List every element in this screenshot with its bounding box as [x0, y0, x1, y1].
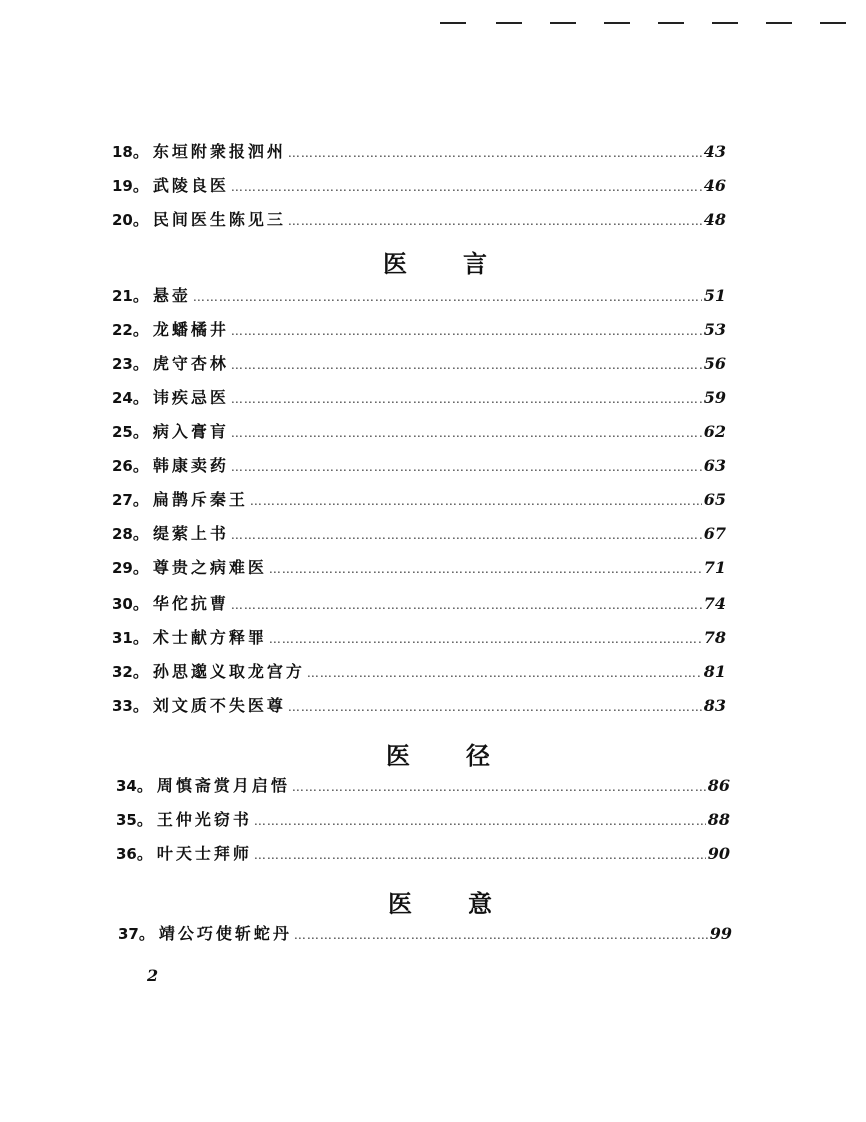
entry-title: 周慎斋赏月启悟 — [156, 776, 290, 795]
toc-entry-36: 36 。 叶天士拜师 ……………………………………………………………………………………………………………………………………………………………………………… 90 — [116, 842, 730, 866]
entry-page: 67 — [703, 524, 726, 543]
dot-leader — [307, 661, 702, 685]
entry-title: 刘文质不失医尊 — [152, 696, 286, 715]
dot-leader — [288, 209, 702, 233]
entry-title: 民间医生陈见三 — [152, 210, 286, 229]
entry-page: 81 — [703, 662, 726, 681]
entry-page: 43 — [703, 142, 726, 161]
toc-entry-22: 22 。 龙蟠橘井 ……………………………………………………………………………………………………………………………………………………………………………… 53 — [112, 318, 726, 342]
entry-number: 32 — [112, 663, 133, 681]
entry-page: 83 — [703, 696, 726, 715]
entry-page: 56 — [703, 354, 726, 373]
entry-page: 48 — [703, 210, 726, 229]
dot-leader — [231, 387, 702, 411]
entry-number: 26 — [112, 457, 133, 475]
entry-page: 86 — [707, 776, 730, 795]
entry-title: 孙思邈义取龙宫方 — [152, 662, 305, 681]
dot-leader — [292, 775, 706, 799]
toc-entry-33: 33 。 刘文质不失医尊 ……………………………………………………………………………………………………………………………………………………………………………… 83 — [112, 694, 726, 718]
toc-entry-37: 37 。 靖公巧使斩蛇丹 ……………………………………………………………………………………………………………………………………………………………………………… 99 — [118, 922, 732, 946]
entry-title: 病入膏肓 — [152, 422, 229, 441]
entry-number: 22 — [112, 321, 133, 339]
dot-leader — [231, 319, 702, 343]
entry-title: 叶天士拜师 — [156, 844, 252, 863]
dot-leader — [294, 923, 708, 947]
entry-page: 90 — [707, 844, 730, 863]
section-heading-yijing: 医 径 — [386, 741, 490, 770]
entry-page: 74 — [703, 594, 726, 613]
entry-number: 33 — [112, 697, 133, 715]
entry-title: 王仲光窃书 — [156, 810, 252, 829]
dot-leader — [254, 809, 706, 833]
toc-entry-28: 28 。 缇萦上书 ……………………………………………………………………………………………………………………………………………………………………………… 67 — [112, 522, 726, 546]
entry-page: 65 — [703, 490, 726, 509]
section-heading-yiyan: 医 言 — [383, 249, 487, 278]
dot-leader — [193, 285, 702, 309]
entry-title: 华佗抗曹 — [152, 594, 229, 613]
dot-leader — [269, 557, 702, 581]
dot-leader — [250, 489, 702, 513]
entry-page: 99 — [709, 924, 732, 943]
entry-page: 51 — [703, 286, 726, 305]
section-heading-yiyi: 医 意 — [388, 889, 492, 918]
entry-number: 28 — [112, 525, 133, 543]
entry-title: 缇萦上书 — [152, 524, 229, 543]
entry-page: 53 — [703, 320, 726, 339]
toc-entry-26: 26 。 韩康卖药 ……………………………………………………………………………………………………………………………………………………………………………… 63 — [112, 454, 726, 478]
entry-number: 29 — [112, 559, 133, 577]
page-number: 2 — [147, 966, 159, 985]
entry-page: 78 — [703, 628, 726, 647]
toc-entry-20: 20 。 民间医生陈见三 ……………………………………………………………………………………………………………………………………………………………………………… 48 — [112, 208, 726, 232]
entry-number: 21 — [112, 287, 133, 305]
toc-entry-24: 24 。 讳疾忌医 ……………………………………………………………………………………………………………………………………………………………………………… 59 — [112, 386, 726, 410]
toc-entry-32: 32 。 孙思邈义取龙宫方 ……………………………………………………………………………………………………………………………………………………………………………… 81 — [112, 660, 726, 684]
dot-leader — [231, 421, 702, 445]
entry-page: 59 — [703, 388, 726, 407]
toc-entry-29: 29 。 尊贵之病难医 ……………………………………………………………………………………………………………………………………………………………………………… 71 — [112, 556, 726, 580]
toc-entry-23: 23 。 虎守杏林 ……………………………………………………………………………………………………………………………………………………………………………… 56 — [112, 352, 726, 376]
toc-entry-30: 30 。 华佗抗曹 ……………………………………………………………………………………………………………………………………………………………………………… 74 — [112, 592, 726, 616]
entry-number: 37 — [118, 925, 139, 943]
entry-number: 31 — [112, 629, 133, 647]
entry-number: 23 — [112, 355, 133, 373]
dot-leader — [231, 353, 702, 377]
entry-number: 36 — [116, 845, 137, 863]
toc-entry-27: 27 。 扁鹊斥秦王 ……………………………………………………………………………………………………………………………………………………………………………… 65 — [112, 488, 726, 512]
entry-title: 东垣附衆报泗州 — [152, 142, 286, 161]
dot-leader — [288, 141, 702, 165]
entry-title: 武陵良医 — [152, 176, 229, 195]
toc-entry-31: 31 。 术士献方释罪 ……………………………………………………………………………………………………………………………………………………………………………… 78 — [112, 626, 726, 650]
dot-leader — [288, 695, 702, 719]
toc-entry-35: 35 。 王仲光窃书 ……………………………………………………………………………………………………………………………………………………………………………… 88 — [116, 808, 730, 832]
entry-title: 术士献方释罪 — [152, 628, 267, 647]
dot-leader — [231, 455, 702, 479]
entry-number: 34 — [116, 777, 137, 795]
entry-title: 悬壶 — [152, 286, 191, 305]
dot-leader — [231, 175, 702, 199]
entry-number: 20 — [112, 211, 133, 229]
toc-entry-19: 19 。 武陵良医 ……………………………………………………………………………………………………………………………………………………………………………… 46 — [112, 174, 726, 198]
dot-leader — [231, 523, 702, 547]
entry-number: 30 — [112, 595, 133, 613]
entry-page: 88 — [707, 810, 730, 829]
entry-title: 虎守杏林 — [152, 354, 229, 373]
entry-title: 尊贵之病难医 — [152, 558, 267, 577]
entry-page: 63 — [703, 456, 726, 475]
entry-number: 25 — [112, 423, 133, 441]
entry-title: 龙蟠橘井 — [152, 320, 229, 339]
entry-page: 71 — [703, 558, 726, 577]
entry-title: 扁鹊斥秦王 — [152, 490, 248, 509]
entry-number: 18 — [112, 143, 133, 161]
dot-leader — [254, 843, 706, 867]
entry-number: 27 — [112, 491, 133, 509]
entry-page: 62 — [703, 422, 726, 441]
entry-number: 35 — [116, 811, 137, 829]
entry-number: 19 — [112, 177, 133, 195]
entry-page: 46 — [703, 176, 726, 195]
toc-entry-21: 21 。 悬壶 ……………………………………………………………………………………………………………………………………………………………………………… 51 — [112, 284, 726, 308]
toc-entry-18: 18 。 东垣附衆报泗州 ……………………………………………………………………………………………………………………………………………………………………………… 43 — [112, 140, 726, 164]
dot-leader — [269, 627, 702, 651]
entry-title: 靖公巧使斩蛇丹 — [158, 924, 292, 943]
entry-number: 24 — [112, 389, 133, 407]
toc-entry-34: 34 。 周慎斋赏月启悟 ……………………………………………………………………………………………………………………………………………………………………………… 86 — [116, 774, 730, 798]
entry-title: 讳疾忌医 — [152, 388, 229, 407]
toc-entry-25: 25 。 病入膏肓 ……………………………………………………………………………………………………………………………………………………………………………… 62 — [112, 420, 726, 444]
dot-leader — [231, 593, 702, 617]
entry-title: 韩康卖药 — [152, 456, 229, 475]
